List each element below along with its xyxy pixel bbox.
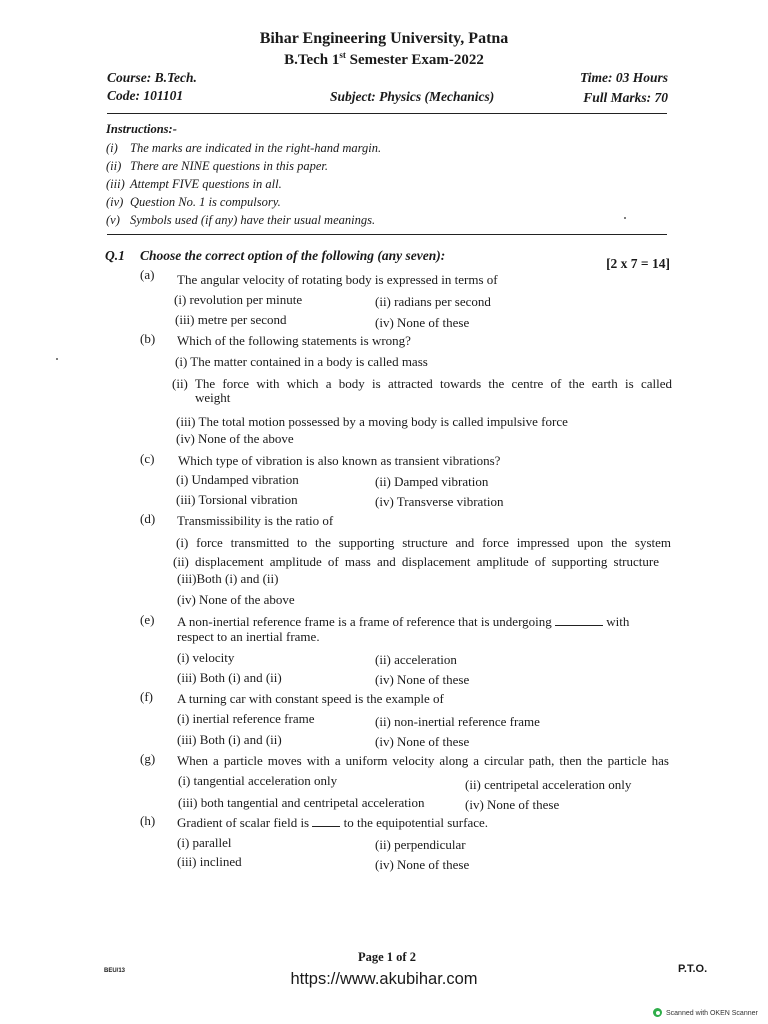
part-label: (a)	[140, 267, 155, 282]
option: (iii) The total motion possessed by a moving body is called impulsive force	[176, 414, 568, 429]
question-stem: A turning car with constant speed is the example of	[177, 691, 444, 706]
question-stem: Which type of vibration is also known as transient vibrations?	[178, 453, 501, 468]
part-label: (c)	[140, 451, 155, 466]
instruction-item: (i) The marks are indicated in the right-hand margin.	[106, 141, 382, 155]
scan-speck	[56, 358, 58, 360]
option: (i) tangential acceleration only	[178, 773, 338, 788]
option: (ii) non-inertial reference frame	[375, 714, 540, 729]
page-number: Page 1 of 2	[358, 950, 416, 964]
question-stem: When a particle moves with a uniform velocity along a circular path, then the particle has	[177, 753, 669, 768]
instructions-divider	[107, 234, 667, 235]
time-label: Time: 03 Hours	[579, 70, 668, 85]
answer-blank	[312, 826, 340, 827]
instructions-title: Instructions:-	[106, 122, 177, 136]
option: (i) parallel	[177, 835, 232, 850]
header-divider	[107, 113, 667, 114]
question-stem: Which of the following statements is wrong?	[177, 333, 411, 348]
option: (ii) perpendicular	[375, 837, 466, 852]
option: (i) velocity	[177, 650, 235, 665]
course-label: Course: B.Tech.	[107, 70, 197, 85]
part-label: (h)	[140, 813, 156, 828]
option: (iii) Both (i) and (ii)	[177, 670, 282, 685]
code-label: Code: 101101	[107, 88, 184, 103]
option: (i) The matter contained in a body is called mass	[175, 354, 428, 369]
option: (iv) None of these	[375, 315, 470, 330]
instruction-item: (iii) Attempt FIVE questions in all.	[106, 177, 282, 191]
part-label: (d)	[140, 511, 156, 526]
option: (iv) None of these	[375, 672, 470, 687]
question-stem-continued: respect to an inertial frame.	[177, 629, 320, 644]
instruction-item: (iv) Question No. 1 is compulsory.	[106, 195, 281, 209]
option: (iii) Torsional vibration	[176, 492, 298, 507]
option-continued: weight	[195, 390, 231, 405]
question-stem: Gradient of scalar field is to the equipotential surface.	[177, 815, 489, 830]
part-label: (g)	[140, 751, 156, 766]
website-url[interactable]: https://www.akubihar.com	[290, 970, 478, 988]
instruction-item: (v) Symbols used (if any) have their usual meanings.	[106, 213, 376, 227]
scanner-watermark: Scanned with OKEN Scanner	[653, 1008, 758, 1017]
option: (iv) Transverse vibration	[375, 494, 504, 509]
option: (iii) metre per second	[175, 312, 287, 327]
option: (i) revolution per minute	[174, 292, 303, 307]
option: (ii) The force with which a body is attracted towards the centre of the earth is called	[172, 376, 672, 391]
part-label: (b)	[140, 331, 156, 346]
option: (iii) Both (i) and (ii)	[177, 732, 282, 747]
option: (ii) acceleration	[375, 652, 457, 667]
paper-code-footer: BEU/13	[104, 968, 126, 974]
full-marks-label: Full Marks: 70	[583, 90, 668, 105]
option: (ii) centripetal acceleration only	[465, 777, 632, 792]
option: (ii) Damped vibration	[375, 474, 489, 489]
scanner-logo-icon	[653, 1008, 662, 1017]
option: (iv) None of these	[375, 734, 470, 749]
option: (iii) inclined	[177, 854, 242, 869]
answer-blank	[555, 625, 603, 626]
option: (ii) radians per second	[375, 294, 491, 309]
subject-label: Subject: Physics (Mechanics)	[330, 89, 495, 104]
option: (i) force transmitted to the supporting structure and force impressed upon the system	[176, 535, 671, 550]
question-stem: The angular velocity of rotating body is expressed in terms of	[177, 272, 498, 287]
option: (iv) None of the above	[177, 592, 295, 607]
option: (i) inertial reference frame	[177, 711, 315, 726]
option: (iii) both tangential and centripetal acceleration	[178, 795, 425, 810]
option: (ii) displacement amplitude of mass and displacement amplitude of supporting structure	[173, 554, 659, 569]
option: (i) Undamped vibration	[176, 472, 299, 487]
part-label: (e)	[140, 612, 155, 627]
question-title: Choose the correct option of the following (any seven):	[140, 248, 446, 263]
university-name: Bihar Engineering University, Patna	[259, 30, 509, 47]
part-label: (f)	[140, 689, 153, 704]
pto-label: P.T.O.	[678, 963, 708, 975]
scan-speck	[624, 217, 626, 219]
option: (iv) None of these	[375, 857, 470, 872]
option: (iv) None of these	[465, 797, 560, 812]
question-marks: [2 x 7 = 14]	[606, 256, 670, 271]
question-number: Q.1	[105, 248, 125, 263]
question-stem: A non-inertial reference frame is a frame of reference that is undergoing with	[177, 614, 630, 629]
option: (iii)Both (i) and (ii)	[177, 571, 279, 586]
question-stem: Transmissibility is the ratio of	[177, 513, 334, 528]
option: (iv) None of the above	[176, 431, 294, 446]
exam-title: B.Tech 1st Semester Exam-2022	[284, 50, 484, 68]
instruction-item: (ii) There are NINE questions in this paper.	[106, 159, 329, 173]
